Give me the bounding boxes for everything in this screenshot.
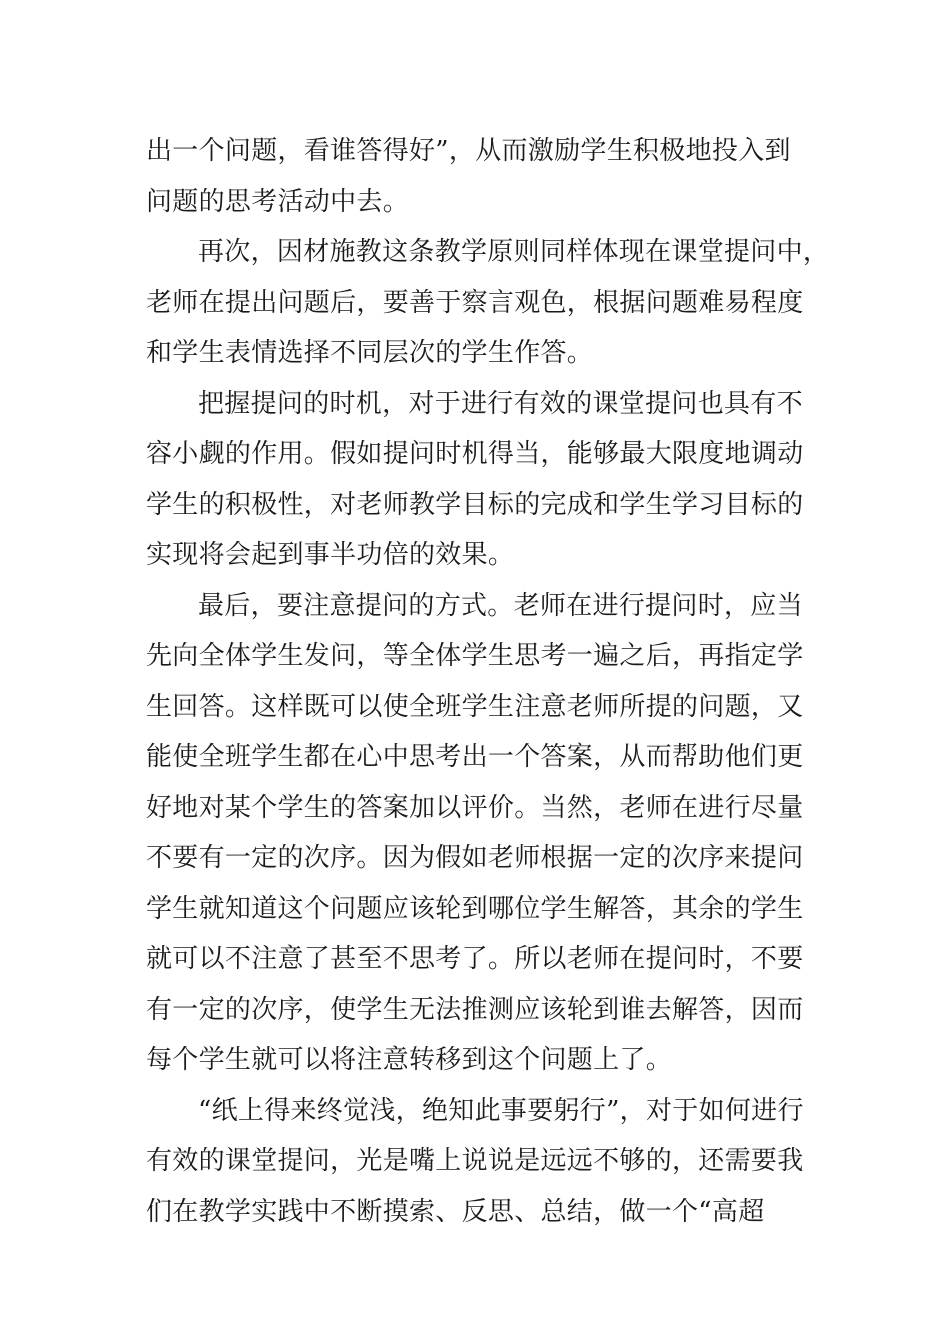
text-line: 每个学生就可以将注意转移到这个问题上了。 (146, 1045, 673, 1075)
text-line: 生回答。这样既可以使全班学生注意老师所提的问题，又 (146, 691, 804, 722)
text-line: 能使全班学生都在心中思考出一个答案，从而帮助他们更 (146, 742, 804, 772)
text-line: 就可以不注意了甚至不思考了。所以老师在提问时，不要 (146, 944, 804, 974)
text-line: 先向全体学生发问，等全体学生思考一遍之后，再指定学 (146, 641, 804, 671)
text-line: 和学生表情选择不同层次的学生作答。 (146, 338, 594, 368)
text-line: 出一个问题，看谁答得好”，从而激励学生积极地投入到 (146, 136, 791, 166)
text-line: 学生就知道这个问题应该轮到哪位学生解答，其余的学生 (146, 893, 804, 924)
text-line: 实现将会起到事半功倍的效果。 (146, 540, 515, 570)
text-line: 们在教学实践中不断摸索、反思、总结，做一个“高超 (146, 1196, 765, 1227)
paragraph-start-line: 最后，要注意提问的方式。老师在进行提问时，应当 (198, 590, 803, 621)
text-line: 问题的思考活动中去。 (146, 186, 410, 217)
paragraph-start-line: 把握提问的时机，对于进行有效的课堂提问也具有不 (198, 388, 803, 419)
text-line: 老师在提出问题后，要善于察言观色，根据问题难易程度 (146, 287, 804, 318)
text-line: 学生的积极性，对老师教学目标的完成和学生学习目标的 (146, 489, 804, 520)
paragraph-start-line: “纸上得来终觉浅，绝知此事要躬行”，对于如何进行 (198, 1095, 804, 1126)
text-line: 好地对某个学生的答案加以评价。当然，老师在进行尽量 (146, 792, 804, 823)
text-line: 不要有一定的次序。因为假如老师根据一定的次序来提问 (146, 843, 804, 873)
text-line: 有一定的次序，使学生无法推测应该轮到谁去解答，因而 (146, 994, 804, 1025)
text-line: 有效的课堂提问，光是嘴上说说是远远不够的，还需要我 (146, 1146, 804, 1176)
text-line: 容小觑的作用。假如提问时机得当，能够最大限度地调动 (146, 439, 804, 469)
paragraph-start-line: 再次，因材施教这条教学原则同样体现在课堂提问中， (198, 237, 830, 267)
body-text (146, 126, 830, 1237)
